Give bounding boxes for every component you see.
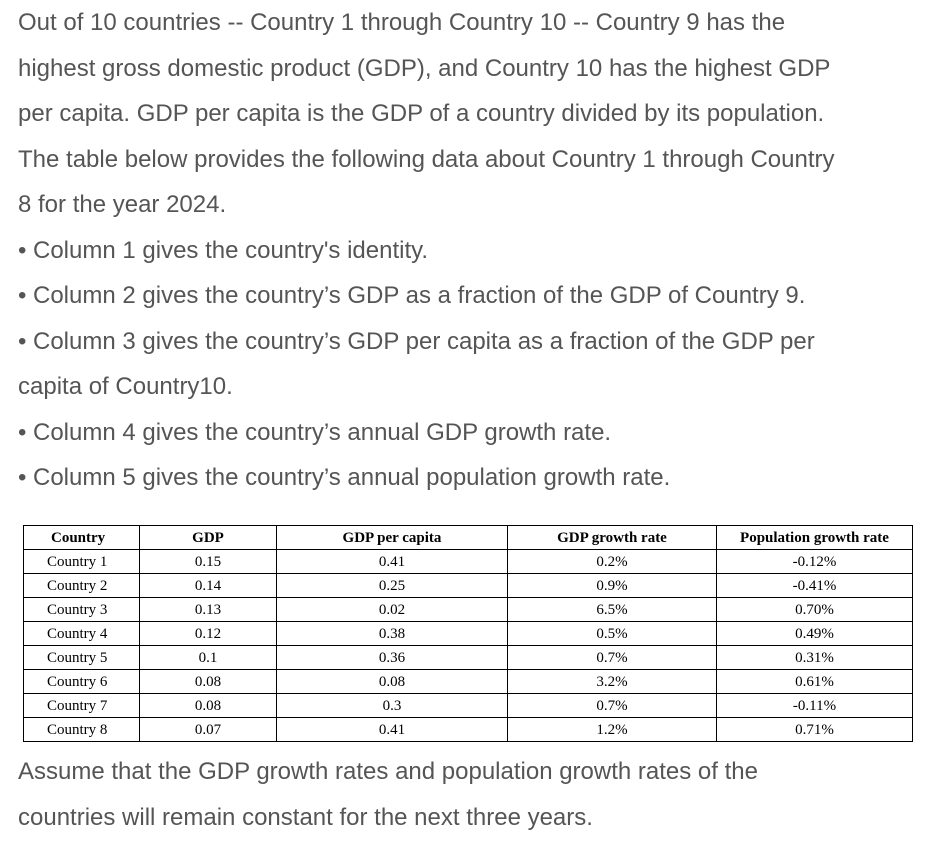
column-description-item: [18, 455, 938, 501]
table-cell: 0.2%: [508, 550, 717, 574]
table-cell: Country 8: [24, 718, 140, 742]
table-cell: -0.41%: [717, 574, 913, 598]
table-cell: Country 4: [24, 622, 140, 646]
table-cell: 0.08: [277, 670, 508, 694]
intro-paragraph: [18, 0, 938, 228]
intro-line: Out of 10 countries -- Country 1 through Country 10 -- Country 9 has the: [18, 9, 786, 36]
table-cell: 0.71%: [717, 718, 913, 742]
table-cell: 0.1: [140, 646, 277, 670]
bullet-icon: •: [18, 282, 27, 309]
bullet-text: Column 2 gives the country’s GDP as a fraction of the GDP of Country 9.: [33, 282, 806, 309]
table-cell: Country 7: [24, 694, 140, 718]
closing-line: Assume that the GDP growth rates and population growth rates of the: [18, 758, 758, 785]
column-header: GDP: [140, 526, 277, 550]
column-description-item: [18, 273, 938, 319]
table-cell: 0.3: [277, 694, 508, 718]
country-data-table: [23, 525, 913, 742]
table-row: [24, 718, 913, 742]
country-data-table-container: [23, 525, 912, 742]
bullet-icon: •: [18, 236, 27, 264]
table-row: [24, 694, 913, 718]
table-cell: 0.70%: [717, 598, 913, 622]
table-cell: 0.15: [140, 550, 277, 574]
bullet-text: Column 5 gives the country’s annual population growth rate.: [33, 464, 671, 491]
table-cell: 0.31%: [717, 646, 913, 670]
table-row: [24, 670, 913, 694]
table-cell: 0.7%: [508, 646, 717, 670]
table-cell: 1.2%: [508, 718, 717, 742]
table-cell: -0.11%: [717, 694, 913, 718]
table-cell: 0.5%: [508, 622, 717, 646]
table-row: [24, 646, 913, 670]
table-cell: Country 5: [24, 646, 140, 670]
table-row: [24, 598, 913, 622]
table-cell: 0.02: [277, 598, 508, 622]
table-row: [24, 622, 913, 646]
closing-paragraph: [18, 749, 938, 840]
table-row: [24, 574, 913, 598]
table-cell: Country 2: [24, 574, 140, 598]
table-cell: -0.12%: [717, 550, 913, 574]
table-cell: 0.61%: [717, 670, 913, 694]
table-cell: 0.49%: [717, 622, 913, 646]
table-cell: 0.36: [277, 646, 508, 670]
table-cell: 0.41: [277, 718, 508, 742]
table-cell: 0.08: [140, 670, 277, 694]
table-cell: 0.07: [140, 718, 277, 742]
bullet-text: Column 3 gives the country’s GDP per capita as a fraction of the GDP per: [33, 327, 815, 355]
table-row: [24, 550, 913, 574]
intro-line: 8 for the year 2024.: [18, 191, 227, 218]
table-cell: 0.41: [277, 550, 508, 574]
table-cell: 0.38: [277, 622, 508, 646]
bullet-icon: •: [18, 327, 27, 355]
column-header: Population growth rate: [717, 526, 913, 550]
bullet-text: Column 4 gives the country’s annual GDP growth rate.: [33, 418, 612, 446]
table-cell: Country 3: [24, 598, 140, 622]
intro-line: per capita. GDP per capita is the GDP of a country divided by its population.: [18, 100, 825, 127]
intro-line: The table below provides the following data about Country 1 through Country: [18, 145, 835, 173]
table-cell: 3.2%: [508, 670, 717, 694]
table-cell: Country 1: [24, 550, 140, 574]
table-cell: 0.25: [277, 574, 508, 598]
table-cell: 0.9%: [508, 574, 717, 598]
table-cell: 0.12: [140, 622, 277, 646]
column-description-item: [18, 319, 938, 410]
column-description-item: [18, 228, 938, 274]
closing-line: countries will remain constant for the next three years.: [18, 803, 593, 831]
problem-text: [18, 0, 938, 501]
table-cell: Country 6: [24, 670, 140, 694]
column-description-list: [18, 228, 938, 501]
bullet-text-continued: capita of Country10.: [18, 373, 233, 400]
table-cell: 0.7%: [508, 694, 717, 718]
column-header: Country: [24, 526, 140, 550]
table-cell: 0.13: [140, 598, 277, 622]
column-header: GDP growth rate: [508, 526, 717, 550]
table-cell: 0.08: [140, 694, 277, 718]
table-cell: 6.5%: [508, 598, 717, 622]
bullet-icon: •: [18, 418, 27, 446]
column-description-item: [18, 410, 938, 456]
bullet-icon: •: [18, 464, 27, 491]
intro-line: highest gross domestic product (GDP), and Country 10 has the highest GDP: [18, 54, 831, 82]
table-cell: 0.14: [140, 574, 277, 598]
bullet-text: Column 1 gives the country's identity.: [33, 236, 428, 264]
column-header: GDP per capita: [277, 526, 508, 550]
table-header-row: [24, 526, 913, 550]
